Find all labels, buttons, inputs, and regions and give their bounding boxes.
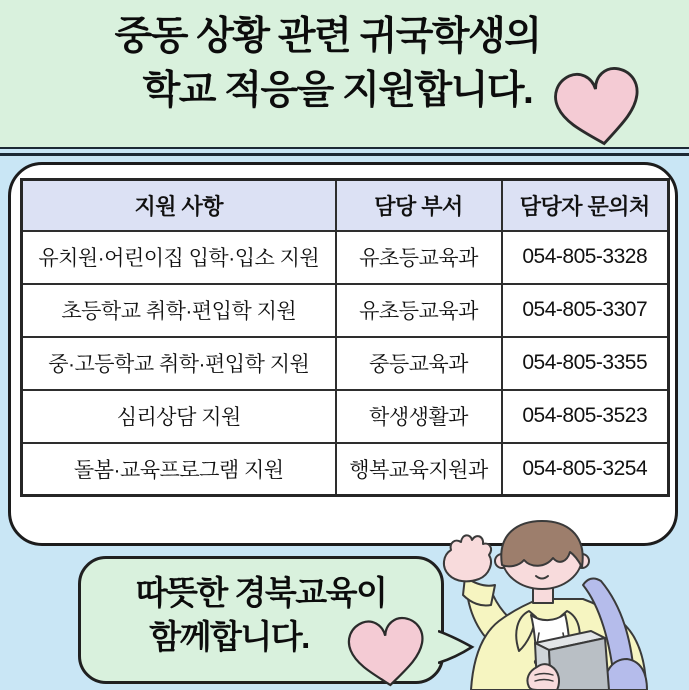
divider-line	[0, 153, 689, 156]
support-table	[20, 178, 670, 497]
table-row	[22, 284, 669, 337]
table-row	[22, 231, 669, 284]
cell-department: 유초등교육과	[336, 284, 502, 337]
cell-item: 심리상담 지원	[22, 390, 336, 443]
cell-department: 중등교육과	[336, 337, 502, 390]
cell-department: 유초등교육과	[336, 231, 502, 284]
student-illustration	[437, 519, 677, 690]
header-band	[0, 0, 689, 147]
title-line-2: 학교 적응을 지원합니다.	[142, 69, 533, 112]
divider-line	[0, 147, 689, 149]
cell-department: 학생생활과	[336, 390, 502, 443]
table-row	[22, 337, 669, 390]
heart-icon	[344, 610, 430, 690]
table-row	[22, 443, 669, 496]
cell-contact: 054-805-3254	[502, 443, 669, 496]
bubble-line-2: 함께합니다.	[149, 618, 309, 655]
cell-department: 행복교육지원과	[336, 443, 502, 496]
cell-contact: 054-805-3307	[502, 284, 669, 337]
cell-item: 중·고등학교 취학·편입학 지원	[22, 337, 336, 390]
column-header-department: 담당 부서	[336, 180, 502, 231]
title-line-1: 중동 상황 관련 귀국학생의	[114, 15, 541, 58]
cell-item: 돌봄·교육프로그램 지원	[22, 443, 336, 496]
cell-contact: 054-805-3355	[502, 337, 669, 390]
bubble-line-1: 따뜻한 경북교육이	[135, 574, 387, 611]
cell-item: 초등학교 취학·편입학 지원	[22, 284, 336, 337]
table-header-row	[22, 180, 669, 231]
table-row	[22, 390, 669, 443]
column-header-item: 지원 사항	[22, 180, 336, 231]
cell-contact: 054-805-3328	[502, 231, 669, 284]
cell-item: 유치원·어린이집 입학·입소 지원	[22, 231, 336, 284]
cell-contact: 054-805-3523	[502, 390, 669, 443]
heart-icon	[551, 60, 646, 152]
column-header-contact: 담당자 문의처	[502, 180, 669, 231]
